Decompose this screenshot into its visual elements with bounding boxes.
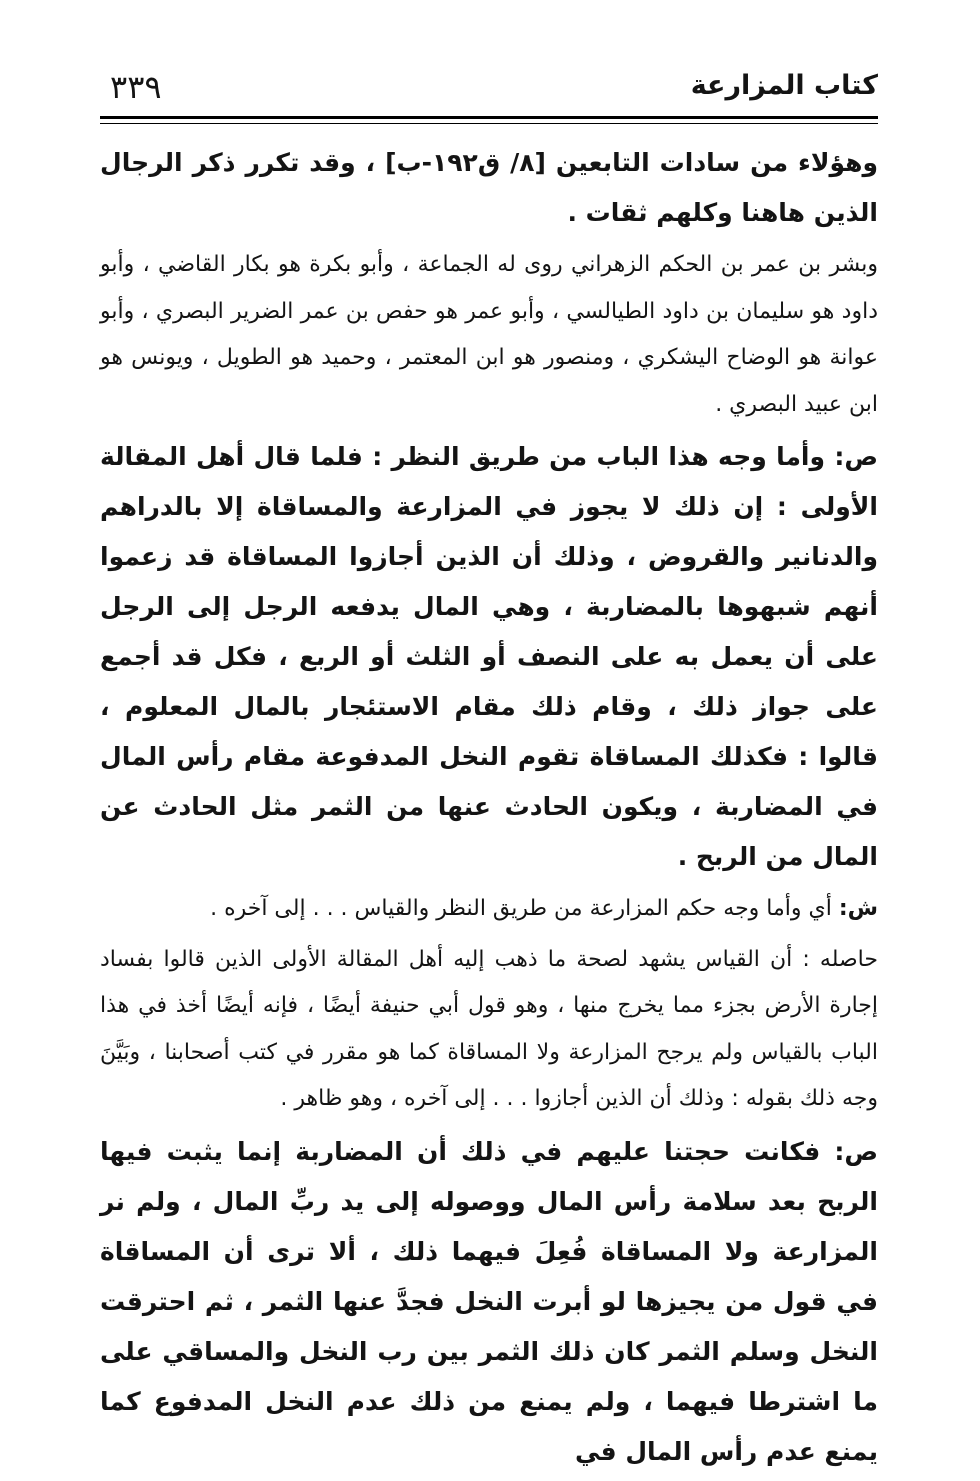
- page-number: ٣٣٩: [110, 68, 162, 106]
- paragraph-text: وأما وجه هذا الباب من طريق النظر : فلما قال أهل المقالة الأولى : إن ذلك لا يجوز في المزارعة والمساقاة إلا بالدراهم والدنانير والقروض ، وذلك أن الذين أجازوا المساقاة قد زعموا أنهم شبهوها بالمضاربة ، وهي المال يدفعه الرجل إلى الرجل على أن يعمل به على النصف أو الثلث أو الربع ، فكل قد أجمع على جواز ذلك ، وقام ذلك مقام الاستئجار بالمال المعلوم ، قالوا : فكذلك المساقاة تقوم النخل المدفوعة مقام رأس المال في المضاربة ، ويكون الحادث عنها من الثمر مثل الحادث عن المال من الربح .: [100, 442, 878, 871]
- page-header: [100, 60, 878, 108]
- paragraph-text: أي وأما وجه حكم المزارعة من طريق النظر والقياس . . . إلى آخره .: [210, 896, 832, 921]
- paragraph-text: وبشر بن عمر بن الحكم الزهراني روى له الجماعة ، وأبو بكرة هو بكار القاضي ، وأبو داود هو سليمان بن داود الطيالسي ، وأبو عمر هو حفص بن عمر الضرير البصري ، وأبو عوانة هو الوضاح اليشكري ، ومنصور هو ابن المعتمر ، وحميد هو الطويل ، ويونس هو ابن عبيد البصري .: [100, 252, 878, 417]
- matn-paragraph-1: [100, 138, 878, 238]
- page-body: [100, 138, 878, 1481]
- matn-paragraph-3: [100, 1127, 878, 1477]
- book-page: [100, 60, 879, 1466]
- running-title: كتاب المزارعة: [690, 70, 878, 101]
- paragraph-text: حاصله : أن القياس يشهد لصحة ما ذهب إليه أهل المقالة الأولى الذين قالوا بفساد إجارة الأرض بجزء مما يخرج منها ، وهو قول أبي حنيفة أيضًا ، فإنه أيضًا أخذ في هذا الباب بالقياس ولم يرجح المزارعة ولا المساقاة كما هو مقرر في كتب أصحابنا ، وبَيَّنَ وجه ذلك بقوله : وذلك أن الذين أجازوا . . . إلى آخره ، وهو ظاهر .: [100, 946, 878, 1111]
- sharh-paragraph-1: [100, 242, 878, 428]
- sharh-paragraph-3: [100, 937, 878, 1123]
- paragraph-text: وهؤلاء من سادات التابعين [٨/ ق١٩٢-ب] ، وقد تكرر ذكر الرجال الذين هاهنا وكلهم ثقات .: [100, 148, 879, 227]
- paragraph-text: فكانت حجتنا عليهم في ذلك أن المضاربة إنما يثبت فيها الربح بعد سلامة رأس المال ووصوله إلى يد ربِّ المال ، ولم نر المزارعة ولا المساقاة فُعِلَ فيهما ذلك ، ألا ترى أن المساقاة في قول من يجيزها لو أبرت النخل فجدَّ عنها الثمر ، ثم احترقت النخل وسلم الثمر كان ذلك الثمر بين رب النخل والمساقي على ما اشترطا فيهما ، ولم يمنع من ذلك عدم النخل المدفوع كما يمنع عدم رأس المال في: [100, 1136, 878, 1466]
- header-rule-thick: [100, 116, 878, 119]
- sharh-paragraph-2: [100, 886, 878, 933]
- header-rule-thin: [100, 123, 878, 124]
- matn-label: ص:: [834, 442, 878, 471]
- sharh-label: ش:: [838, 896, 878, 921]
- matn-label: ص:: [834, 1136, 878, 1166]
- matn-paragraph-2: [100, 432, 878, 882]
